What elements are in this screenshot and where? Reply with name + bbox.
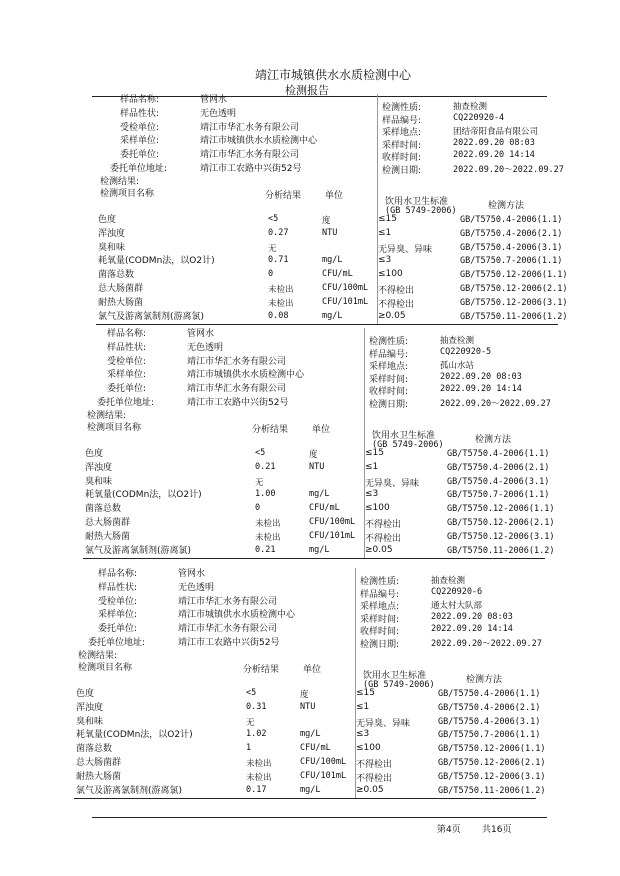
item-method: GB/T5750.7-2006(1.1) xyxy=(447,490,550,501)
item-name: 色度 xyxy=(76,689,95,699)
th-standard-code: (GB 5749-2006) xyxy=(385,206,457,216)
label-sample-state: 样品性状: xyxy=(107,342,147,353)
item-name: 菌落总数 xyxy=(76,744,113,755)
label-sample-state: 样品性状: xyxy=(120,108,160,119)
item-name: 氯气及游离氯制剂(游离氯) xyxy=(98,311,205,322)
item-standard: ≥0.05 xyxy=(356,784,384,795)
item-standard: ≤15 xyxy=(378,214,397,224)
item-result: 未检出 xyxy=(268,285,294,295)
item-result: 0.08 xyxy=(268,310,289,321)
item-result: 未检出 xyxy=(246,759,272,769)
value-test-date: 2022.09.20～2022.09.27 xyxy=(431,639,542,649)
value-sample-state: 无色透明 xyxy=(200,108,237,119)
item-standard: ≤100 xyxy=(356,743,381,754)
item-unit: NTU xyxy=(300,701,316,712)
item-method: GB/T5750.12-2006(2.1) xyxy=(460,284,568,294)
item-method: GB/T5750.11-2006(1.2) xyxy=(438,785,546,796)
item-unit: 度 xyxy=(322,216,331,226)
value-commissioner-address: 靖江市工农路中兴街52号 xyxy=(187,398,289,408)
item-result: 未检出 xyxy=(255,532,281,543)
item-result: 0.17 xyxy=(246,784,267,795)
value-test-date: 2022.09.20～2022.09.27 xyxy=(453,165,564,175)
label-sampler: 采样单位: xyxy=(98,610,138,621)
org-title: 靖江市城镇供水水质检测中心 xyxy=(255,68,412,82)
value-check-nature: 抽查检测 xyxy=(440,336,475,346)
item-result: 无 xyxy=(255,477,264,488)
label-receive-time: 收样时间: xyxy=(382,153,422,164)
item-standard: ≤100 xyxy=(378,269,403,280)
report-title: 检测报告 xyxy=(285,84,329,97)
label-test-date: 检测日期: xyxy=(382,166,422,176)
item-name: 臭和味 xyxy=(98,242,126,253)
item-unit: CFU/mL xyxy=(300,743,331,754)
item-standard: ≤3 xyxy=(365,489,379,500)
item-method: GB/T5750.4-2006(3.1) xyxy=(447,476,550,487)
item-method: GB/T5750.7-2006(1.1) xyxy=(438,730,541,741)
value-receive-time: 2022.09.20 14:14 xyxy=(431,624,513,635)
value-sample-name: 管网水 xyxy=(200,95,228,105)
value-sample-name: 管网水 xyxy=(178,569,206,579)
value-commissioner: 靖江市华汇水务有限公司 xyxy=(187,384,287,395)
item-result: <5 xyxy=(246,688,257,698)
label-commissioner: 委托单位: xyxy=(98,624,138,635)
item-unit: mg/L xyxy=(300,729,321,740)
item-result: 未检出 xyxy=(246,772,272,783)
th-method: 检测方法 xyxy=(466,675,503,685)
item-standard: ≥0.05 xyxy=(378,310,406,321)
value-sample-state: 无色透明 xyxy=(187,342,224,353)
item-name: 耐热大肠菌 xyxy=(85,531,131,542)
item-method: GB/T5750.11-2006(1.2) xyxy=(447,545,555,556)
value-sample-site: 孤山水站 xyxy=(440,361,475,372)
item-method: GB/T5750.12-2006(2.1) xyxy=(438,758,546,768)
footer-rule xyxy=(92,817,547,818)
th-unit: 单位 xyxy=(325,191,344,201)
label-sample-name: 样品名称: xyxy=(107,329,147,339)
item-method: GB/T5750.7-2006(1.1) xyxy=(460,256,563,267)
item-name: 色度 xyxy=(85,449,104,459)
label-result: 检测结果: xyxy=(87,411,127,421)
label-sample-site: 采样地点: xyxy=(382,128,422,139)
column-rule xyxy=(364,328,365,558)
item-standard: 无异臭、异味 xyxy=(356,718,411,729)
item-name: 总大肠菌群 xyxy=(98,284,144,294)
value-sampler: 靖江市城镇供水水质检测中心 xyxy=(200,136,318,147)
item-name: 菌落总数 xyxy=(85,504,122,515)
item-unit: CFU/100mL xyxy=(309,517,356,527)
label-sample-no: 样品编号: xyxy=(369,349,409,360)
th-method: 检测方法 xyxy=(488,201,525,211)
label-client: 受检单位: xyxy=(120,122,160,133)
item-standard: 不得检出 xyxy=(365,520,402,530)
header-rule xyxy=(92,96,547,97)
item-unit: CFU/101mL xyxy=(309,530,356,541)
item-unit: CFU/mL xyxy=(322,269,353,280)
label-sampler: 采样单位: xyxy=(107,370,147,381)
value-receive-time: 2022.09.20 14:14 xyxy=(440,384,522,395)
value-commissioner: 靖江市华汇水务有限公司 xyxy=(200,150,300,161)
item-unit: mg/L xyxy=(322,255,343,266)
item-method: GB/T5750.12-2006(1.1) xyxy=(460,270,568,281)
item-name: 耐热大肠菌 xyxy=(76,771,122,782)
item-name: 耗氧量(CODMn法，以O2计) xyxy=(85,490,202,501)
item-name: 浑浊度 xyxy=(98,228,126,239)
item-standard: ≤15 xyxy=(356,688,375,698)
th-standard: 饮用水卫生标准 xyxy=(363,671,427,681)
item-result: 1.00 xyxy=(255,489,276,500)
item-result: 未检出 xyxy=(255,519,281,529)
section-rule xyxy=(74,798,536,799)
item-standard: 无异臭、异味 xyxy=(378,244,433,255)
th-item: 检测项目名称 xyxy=(78,663,133,673)
th-standard: 饮用水卫生标准 xyxy=(385,197,449,207)
value-check-nature: 抽查检测 xyxy=(453,102,488,112)
th-unit: 单位 xyxy=(312,425,331,435)
item-standard: ≥0.05 xyxy=(365,544,393,555)
item-name: 总大肠菌群 xyxy=(85,518,131,528)
item-standard: 不得检出 xyxy=(378,286,415,296)
value-commissioner-address: 靖江市工农路中兴街52号 xyxy=(200,164,302,174)
column-rule xyxy=(377,94,378,324)
label-sample-time: 采样时间: xyxy=(360,614,400,625)
item-method: GB/T5750.12-2006(2.1) xyxy=(447,518,555,528)
item-method: GB/T5750.4-2006(2.1) xyxy=(447,462,550,473)
item-standard: 不得检出 xyxy=(356,760,393,770)
th-unit: 单位 xyxy=(303,665,322,675)
label-sample-state: 样品性状: xyxy=(98,582,138,593)
item-result: 无 xyxy=(268,243,277,254)
section-rule xyxy=(83,558,545,559)
item-unit: CFU/101mL xyxy=(300,770,347,781)
item-unit: CFU/mL xyxy=(309,503,340,514)
label-check-nature: 检测性质: xyxy=(382,103,422,113)
item-result: 无 xyxy=(246,717,255,728)
item-unit: mg/L xyxy=(309,489,330,500)
label-commissioner: 委托单位: xyxy=(120,150,160,161)
value-client: 靖江市华汇水务有限公司 xyxy=(178,596,278,607)
item-name: 氯气及游离氯制剂(游离氯) xyxy=(76,785,183,796)
item-method: GB/T5750.12-2006(3.1) xyxy=(460,297,568,308)
th-method: 检测方法 xyxy=(475,435,512,445)
item-name: 色度 xyxy=(98,215,117,225)
item-result: 未检出 xyxy=(268,298,294,309)
item-method: GB/T5750.12-2006(3.1) xyxy=(447,531,555,542)
item-method: GB/T5750.4-2006(3.1) xyxy=(460,242,563,253)
item-standard: ≤1 xyxy=(356,701,370,712)
item-standard: ≤1 xyxy=(365,461,379,472)
value-sample-no: CQ220920-5 xyxy=(440,346,492,357)
item-standard: 不得检出 xyxy=(378,299,415,310)
item-standard: ≤1 xyxy=(378,227,392,238)
item-result: 1.02 xyxy=(246,729,267,740)
value-commissioner: 靖江市华汇水务有限公司 xyxy=(178,624,278,635)
item-unit: 度 xyxy=(309,450,318,460)
item-result: 0.21 xyxy=(255,461,276,472)
item-standard: ≤100 xyxy=(365,503,390,514)
th-result: 分析结果 xyxy=(252,425,289,435)
value-sample-no: CQ220920-4 xyxy=(453,112,505,123)
item-result: <5 xyxy=(268,214,279,224)
value-sample-name: 管网水 xyxy=(187,329,215,339)
value-receive-time: 2022.09.20 14:14 xyxy=(453,150,535,161)
value-sampler: 靖江市城镇供水水质检测中心 xyxy=(178,610,296,621)
item-standard: 不得检出 xyxy=(356,773,393,784)
item-result: 1 xyxy=(246,743,252,754)
item-method: GB/T5750.12-2006(3.1) xyxy=(438,771,546,782)
item-name: 臭和味 xyxy=(76,716,104,727)
item-result: 0.31 xyxy=(246,701,267,712)
label-commissioner-address: 委托单位地址: xyxy=(110,164,168,174)
value-client: 靖江市华汇水务有限公司 xyxy=(187,356,287,367)
item-unit: NTU xyxy=(322,227,338,238)
item-method: GB/T5750.4-2006(3.1) xyxy=(438,716,541,727)
item-unit: mg/L xyxy=(300,784,321,795)
item-name: 耐热大肠菌 xyxy=(98,297,144,308)
section-rule xyxy=(96,324,558,325)
th-standard-code: (GB 5749-2006) xyxy=(372,440,444,450)
page-total: 共16页 xyxy=(482,825,512,835)
value-check-nature: 抽查检测 xyxy=(431,576,466,586)
item-name: 总大肠菌群 xyxy=(76,758,122,768)
th-result: 分析结果 xyxy=(243,665,280,675)
th-standard-code: (GB 5749-2006) xyxy=(363,680,435,690)
label-sample-name: 样品名称: xyxy=(120,95,160,105)
item-result: 0.21 xyxy=(255,544,276,555)
value-sample-time: 2022.09.20 08:03 xyxy=(431,611,513,622)
value-sample-time: 2022.09.20 08:03 xyxy=(440,371,522,382)
label-commissioner-address: 委托单位地址: xyxy=(88,638,146,648)
label-sample-time: 采样时间: xyxy=(382,140,422,151)
item-standard: ≤3 xyxy=(378,255,392,266)
item-unit: CFU/100mL xyxy=(300,757,347,767)
label-commissioner: 委托单位: xyxy=(107,384,147,395)
label-sample-no: 样品编号: xyxy=(360,589,400,600)
item-method: GB/T5750.4-2006(1.1) xyxy=(438,689,541,699)
item-unit: CFU/101mL xyxy=(322,296,369,307)
item-method: GB/T5750.11-2006(1.2) xyxy=(460,311,568,322)
value-commissioner-address: 靖江市工农路中兴街52号 xyxy=(178,638,280,648)
label-sample-site: 采样地点: xyxy=(360,602,400,613)
value-sample-no: CQ220920-6 xyxy=(431,586,483,597)
label-client: 受检单位: xyxy=(107,356,147,367)
item-unit: mg/L xyxy=(309,544,330,555)
item-standard: 无异臭、异味 xyxy=(365,478,420,489)
label-check-nature: 检测性质: xyxy=(369,337,409,347)
item-unit: 度 xyxy=(300,690,309,700)
label-sample-name: 样品名称: xyxy=(98,569,138,579)
label-result: 检测结果: xyxy=(78,651,118,661)
page-number: 第4页 xyxy=(437,825,461,835)
label-result: 检测结果: xyxy=(100,177,140,187)
item-method: GB/T5750.4-2006(2.1) xyxy=(460,228,563,239)
item-method: GB/T5750.4-2006(2.1) xyxy=(438,702,541,713)
item-result: 0 xyxy=(255,503,261,514)
item-result: 0 xyxy=(268,269,274,280)
value-sample-state: 无色透明 xyxy=(178,582,215,593)
label-receive-time: 收样时间: xyxy=(360,627,400,638)
item-name: 耗氧量(CODMn法，以O2计) xyxy=(76,730,193,741)
item-method: GB/T5750.12-2006(1.1) xyxy=(438,744,546,755)
item-unit: NTU xyxy=(309,461,325,472)
th-item: 检测项目名称 xyxy=(100,189,155,199)
label-check-nature: 检测性质: xyxy=(360,577,400,587)
value-sample-site: 团结帝阳食品有限公司 xyxy=(453,127,539,138)
label-commissioner-address: 委托单位地址: xyxy=(97,398,155,408)
label-test-date: 检测日期: xyxy=(369,400,409,410)
item-result: 0.27 xyxy=(268,227,289,238)
item-unit: CFU/100mL xyxy=(322,283,369,293)
value-client: 靖江市华汇水务有限公司 xyxy=(200,122,300,133)
item-name: 浑浊度 xyxy=(85,462,113,473)
item-name: 耗氧量(CODMn法，以O2计) xyxy=(98,256,215,267)
item-name: 臭和味 xyxy=(85,476,113,487)
item-result: 0.71 xyxy=(268,255,289,266)
item-name: 氯气及游离氯制剂(游离氯) xyxy=(85,545,192,556)
value-test-date: 2022.09.20～2022.09.27 xyxy=(440,399,551,409)
label-sampler: 采样单位: xyxy=(120,136,160,147)
label-sample-site: 采样地点: xyxy=(369,362,409,373)
value-sample-time: 2022.09.20 08:03 xyxy=(453,137,535,148)
label-sample-time: 采样时间: xyxy=(369,374,409,385)
item-method: GB/T5750.4-2006(1.1) xyxy=(447,449,550,459)
item-standard: 不得检出 xyxy=(365,533,402,544)
label-receive-time: 收样时间: xyxy=(369,387,409,398)
label-sample-no: 样品编号: xyxy=(382,115,422,126)
value-sample-site: 通太村大队部 xyxy=(431,601,483,612)
item-method: GB/T5750.4-2006(1.1) xyxy=(460,215,563,225)
item-method: GB/T5750.12-2006(1.1) xyxy=(447,504,555,515)
item-result: <5 xyxy=(255,448,266,458)
item-unit: mg/L xyxy=(322,310,343,321)
item-name: 浑浊度 xyxy=(76,702,104,713)
column-rule xyxy=(355,568,356,798)
label-client: 受检单位: xyxy=(98,596,138,607)
item-name: 菌落总数 xyxy=(98,270,135,281)
th-standard: 饮用水卫生标准 xyxy=(372,431,436,441)
item-standard: ≤3 xyxy=(356,729,370,740)
th-result: 分析结果 xyxy=(265,191,302,201)
value-sampler: 靖江市城镇供水水质检测中心 xyxy=(187,370,305,381)
th-item: 检测项目名称 xyxy=(87,423,142,433)
label-test-date: 检测日期: xyxy=(360,640,400,650)
item-standard: ≤15 xyxy=(365,448,384,458)
